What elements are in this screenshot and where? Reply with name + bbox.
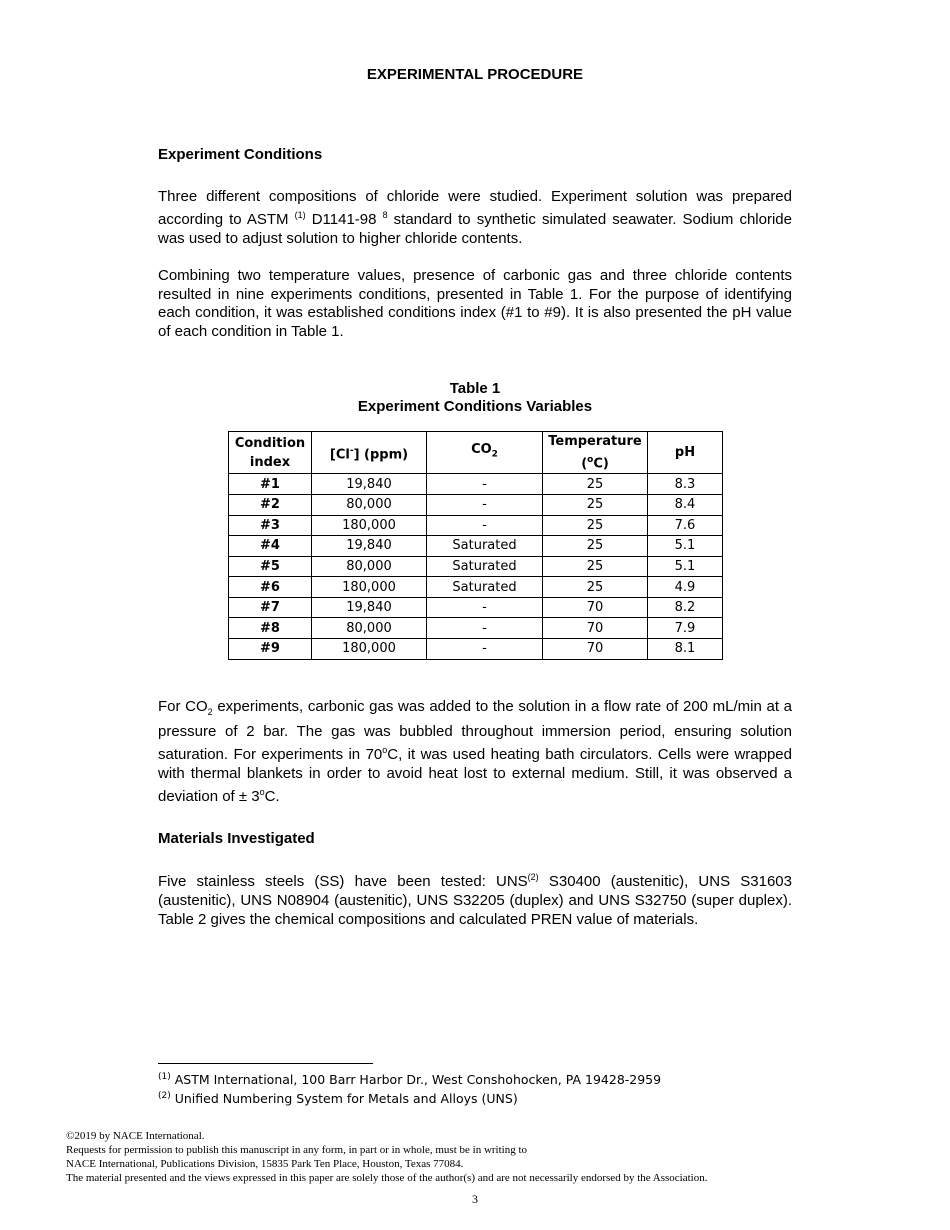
table-caption: Table 1 (449, 380, 501, 397)
footnote-text: ASTM International, 100 Barr Harbor Dr., West Conshohocken, PA 19428-2959 (170, 1072, 662, 1088)
text-run: S30400 (austenitic), UNS S31603 (austenitic), UNS N08904 (austenitic), UNS S32205 (duplex) and UNS S32750 (super duplex). Table 2 gives the chemical compositions and calculated PREN value of materials. (158, 873, 792, 928)
table-row (229, 515, 723, 536)
footnote-mark: (1) (158, 1072, 171, 1082)
text-run: experiments, carbonic gas was added to the solution in a flow rate of 200 mL/min at a pressure of 2 bar. The gas was bubbled throughout immersion period, ensuring solution saturation. For experiments in 70 (158, 698, 792, 763)
page-number: 3 (472, 1192, 478, 1206)
table-row (229, 494, 723, 515)
paragraph-conditions: Combining two temperature values, presence of carbonic gas and three chloride contents resulted in nine experiments conditions, presented in Table 1. For the purpose of identifying each condition, it was established conditions index (#1 to #9). It is also presented the pH value of each condition in Table 1. (158, 267, 792, 340)
cell-co2: - (427, 515, 543, 536)
subscript: 2 (207, 707, 213, 717)
degree-sup: o (382, 745, 388, 755)
col-header-ph: pH (648, 432, 723, 474)
degree-sup: o (259, 787, 265, 797)
cell-index: #4 (229, 536, 312, 557)
paragraph-materials (158, 868, 792, 929)
section-heading-experiment-conditions: Experiment Conditions (158, 146, 323, 163)
text-run: C, it was used heating bath circulators. Cells were wrapped with thermal blankets in order to avoid heat lost to external medium. Still, it was observed a deviation of ± 3 (158, 746, 792, 805)
table-row (229, 639, 723, 660)
copyright-line: Requests for permission to publish this manuscript in any form, in part or in whole, must be in writing to (66, 1144, 528, 1156)
text-run: standard to synthetic simulated seawater. Sodium chloride was used to adjust solution to higher chloride contents. (158, 211, 792, 247)
header-sub: 2 (491, 449, 498, 460)
cell-ph: 4.9 (648, 577, 723, 598)
cell-ph: 7.6 (648, 515, 723, 536)
paragraph-co2-experiments (158, 697, 792, 806)
table-title: Experiment Conditions Variables (357, 398, 593, 415)
text-run: C. (264, 788, 280, 805)
footnote-divider (158, 1063, 373, 1064)
cell-chloride: 180,000 (312, 577, 427, 598)
cell-co2: - (427, 494, 543, 515)
header-text: Temperature ( (548, 434, 642, 472)
cell-ph: 7.9 (648, 618, 723, 639)
cell-index: #9 (229, 639, 312, 660)
cell-chloride: 80,000 (312, 494, 427, 515)
table-row (229, 556, 723, 577)
cell-temperature: 25 (543, 577, 648, 598)
cell-chloride: 180,000 (312, 639, 427, 660)
table-row (229, 474, 723, 495)
text-run: Three different compositions of chloride were studied. Experiment solution was prepared according to ASTM (158, 188, 792, 228)
cell-chloride: 80,000 (312, 556, 427, 577)
footnote-ref-2: (2) (527, 872, 539, 882)
cell-co2: - (427, 639, 543, 660)
table-row (229, 536, 723, 557)
cell-index: #3 (229, 515, 312, 536)
cell-chloride: 19,840 (312, 597, 427, 618)
section-heading-materials: Materials Investigated (158, 830, 315, 847)
cell-co2: - (427, 618, 543, 639)
cell-temperature: 70 (543, 618, 648, 639)
cell-temperature: 25 (543, 494, 648, 515)
header-text: CO (471, 442, 492, 458)
footnote-mark: (2) (158, 1091, 171, 1101)
col-header-temperature (543, 432, 648, 474)
cell-index: #6 (229, 577, 312, 598)
cell-co2: Saturated (427, 577, 543, 598)
footnote-ref-1: (1) (294, 210, 306, 220)
table-row (229, 597, 723, 618)
text-run: D1141-98 (305, 211, 383, 228)
header-text: C) (593, 456, 609, 472)
cell-ph: 8.4 (648, 494, 723, 515)
cell-co2: Saturated (427, 556, 543, 577)
cell-temperature: 70 (543, 639, 648, 660)
footnote-1 (158, 1072, 661, 1087)
cell-temperature: 70 (543, 597, 648, 618)
cell-temperature: 25 (543, 556, 648, 577)
citation-ref-8: 8 (382, 210, 388, 220)
table-header-row (229, 432, 723, 474)
col-header-chloride (312, 432, 427, 474)
cell-chloride: 19,840 (312, 536, 427, 557)
cell-temperature: 25 (543, 536, 648, 557)
col-header-index: Condition index (229, 432, 312, 474)
copyright-line: NACE International, Publications Division, 15835 Park Ten Place, Houston, Texas 77084. (66, 1158, 464, 1170)
cell-index: #8 (229, 618, 312, 639)
cell-ph: 5.1 (648, 536, 723, 557)
header-sup: o (587, 455, 594, 465)
cell-co2: Saturated (427, 536, 543, 557)
cell-chloride: 180,000 (312, 515, 427, 536)
footnote-text: Unified Numbering System for Metals and Alloys (UNS) (170, 1091, 518, 1107)
table-row (229, 577, 723, 598)
footnote-2 (158, 1091, 518, 1106)
table-row (229, 618, 723, 639)
cell-co2: - (427, 597, 543, 618)
cell-chloride: 19,840 (312, 474, 427, 495)
text-run: Five stainless steels (SS) have been tested: UNS (158, 873, 528, 890)
copyright-line: The material presented and the views expressed in this paper are solely those of the author(s) and are not necessarily endorsed by the Association. (66, 1172, 708, 1184)
cell-chloride: 80,000 (312, 618, 427, 639)
conditions-table (228, 431, 723, 660)
cell-index: #2 (229, 494, 312, 515)
cell-index: #5 (229, 556, 312, 577)
col-header-co2 (427, 432, 543, 474)
cell-ph: 8.3 (648, 474, 723, 495)
cell-ph: 5.1 (648, 556, 723, 577)
header-text: ] (ppm) (353, 446, 409, 462)
cell-ph: 8.2 (648, 597, 723, 618)
page-title: EXPERIMENTAL PROCEDURE (366, 66, 584, 83)
cell-co2: - (427, 474, 543, 495)
cell-index: #1 (229, 474, 312, 495)
text-run: For CO (158, 698, 208, 715)
cell-index: #7 (229, 597, 312, 618)
paragraph-compositions (158, 187, 792, 248)
header-text: [Cl (329, 446, 350, 462)
cell-temperature: 25 (543, 515, 648, 536)
copyright-line: ©2019 by NACE International. (66, 1130, 205, 1142)
header-sup: - (349, 445, 354, 456)
cell-temperature: 25 (543, 474, 648, 495)
cell-ph: 8.1 (648, 639, 723, 660)
